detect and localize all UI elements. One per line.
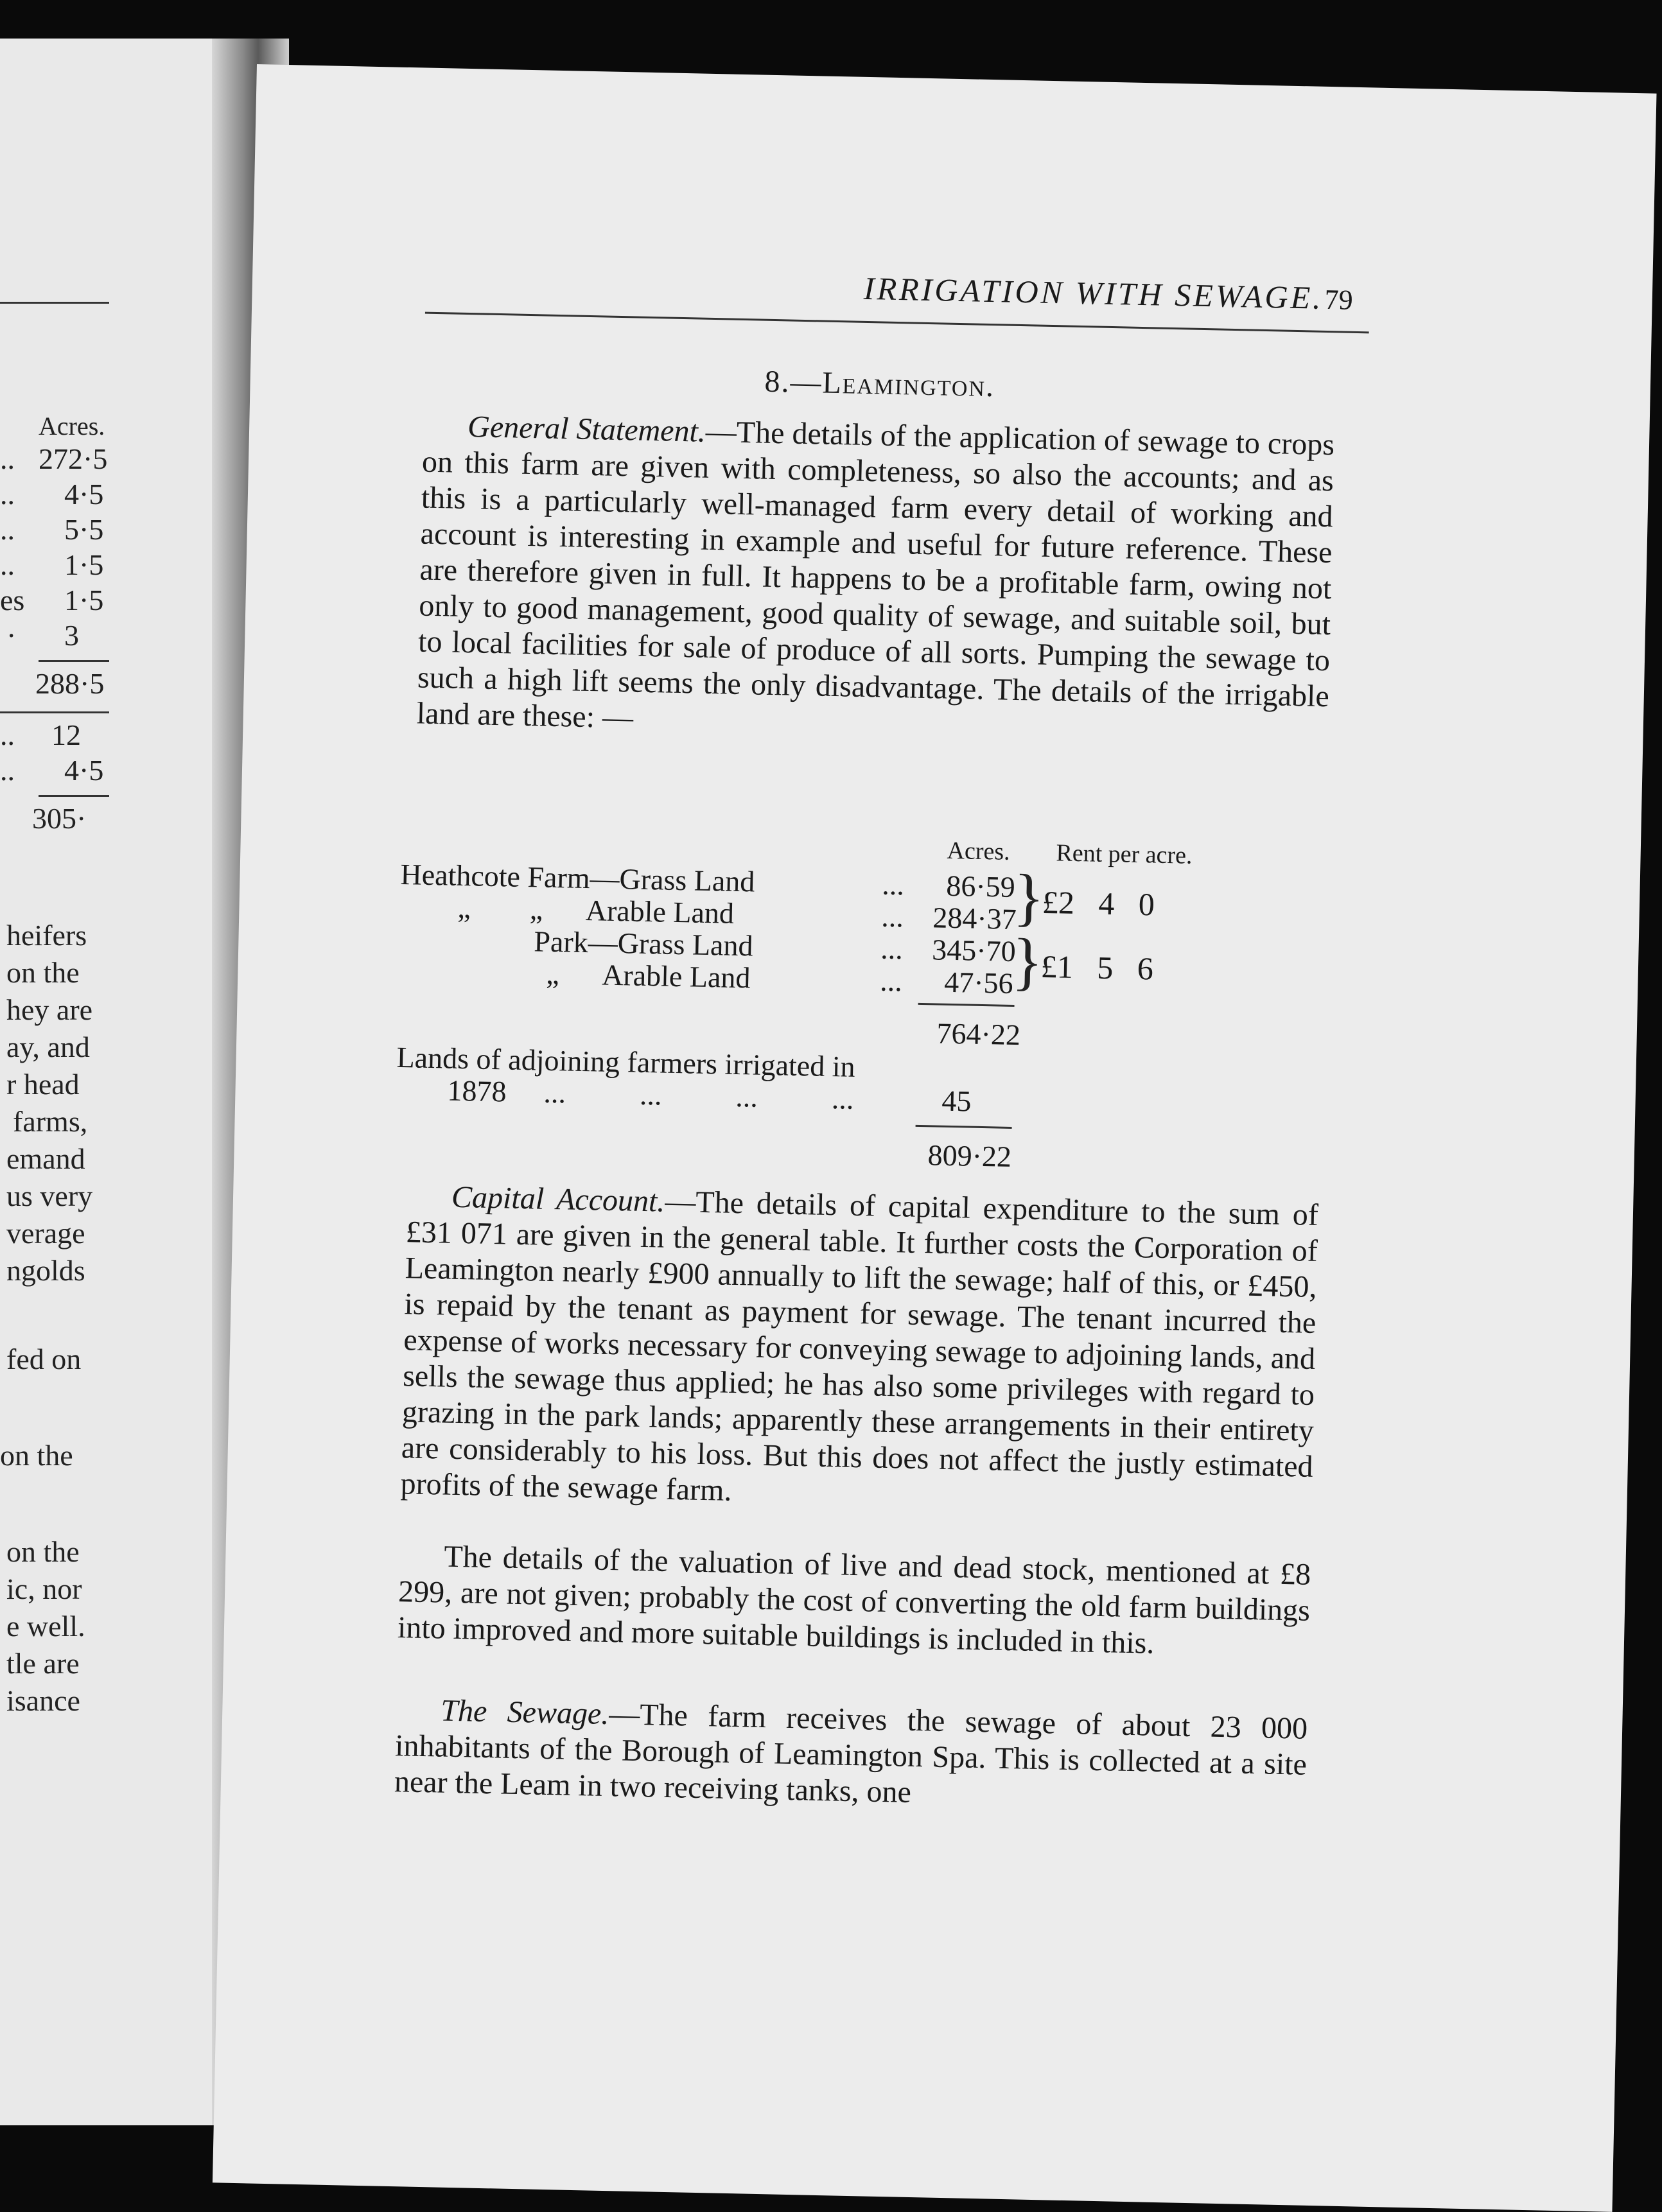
- left-text-line: heifers: [6, 919, 87, 952]
- left-subtotal: 288·5: [35, 667, 105, 700]
- left-text-line: ngolds: [6, 1254, 85, 1287]
- table-row-label: Park—Grass Land: [533, 925, 754, 962]
- left-text-line: hey are: [6, 993, 93, 1026]
- left-row-value: 4·5: [64, 478, 104, 510]
- left-row-prefix: es: [0, 584, 25, 616]
- table-total-rule: [916, 1125, 1012, 1129]
- table-sum-rule: [918, 1003, 1015, 1007]
- table-row-acres: 284·37: [932, 901, 1017, 936]
- left-row-prefix: ..: [0, 548, 15, 581]
- left-row-value: 5·5: [64, 513, 104, 546]
- left-text-line: farms,: [13, 1105, 88, 1138]
- left-row-value: 4·5: [64, 754, 104, 787]
- left-text-line: ay, and: [6, 1031, 90, 1063]
- table-header-rent: Rent per acre.: [1056, 839, 1193, 869]
- left-text-line: fed on: [6, 1343, 82, 1375]
- valuation-paragraph: The details of the valuation of live and dead stock, mentioned at £8 299, are not given; probably the cost of converting the old farm buildings into improved and more suitable buildings is included in this.: [397, 1539, 1311, 1660]
- running-head: IRRIGATION WITH SEWAGE.: [863, 270, 1324, 316]
- left-sum-rule: [39, 660, 109, 662]
- left-text-line: ic, nor: [6, 1572, 82, 1605]
- table-subtotal: 764·22: [936, 1016, 1021, 1052]
- rent-value-1: £2 4 0: [1042, 884, 1155, 923]
- the-sewage-text: —The farm receives the sewage of about 23 000 inhabitants of the Borough of Leamington Spa. This is collected at a site near the Leam in two receiving tanks, one: [394, 1697, 1308, 1809]
- left-row-prefix: ..: [0, 513, 15, 546]
- left-text-line: r head: [6, 1068, 80, 1101]
- table-row-dots: ...: [880, 932, 904, 966]
- adjoining-year: 1878: [447, 1074, 507, 1108]
- left-text-line: on the: [6, 956, 80, 989]
- table-row-acres: 47·56: [943, 965, 1014, 1000]
- brace-1: }: [1012, 860, 1045, 933]
- general-statement-paragraph: [416, 408, 1334, 751]
- left-row-value: 272·5: [39, 442, 108, 475]
- left-row-prefix: ·: [6, 619, 17, 652]
- brace-2: }: [1011, 925, 1044, 997]
- left-row-value: 3: [64, 619, 79, 652]
- left-text-line: verage: [6, 1217, 85, 1250]
- left-text-line: e well.: [6, 1610, 85, 1642]
- adjoining-dots: ... ... ... ...: [543, 1076, 854, 1115]
- header-rule: [425, 312, 1369, 334]
- the-sewage-lead: The Sewage.: [440, 1693, 609, 1732]
- left-text-line: us very: [6, 1180, 93, 1212]
- general-statement-text: —The details of the application of sewage to crops on this farm are given with completeness, so also the accounts; and as this is a particularly well-managed farm every detail of working and account is interesting in example and useful for future reference. These are therefore given in full. It happens to be a profitable farm, owing not only to good management, good quality of sewage, and suitable soil, but to local facilities for sale of produce of all sorts. Pumping the sewage to such a high lift seems the only disadvantage. The details of the irrigable land are these: —: [416, 414, 1335, 735]
- left-text-line: on the: [6, 1535, 80, 1568]
- table-header-acres: Acres.: [947, 837, 1011, 866]
- left-text-line: isance: [6, 1684, 80, 1717]
- adjoining-label: Lands of adjoining farmers irrigated in: [396, 1040, 856, 1083]
- left-sum-rule: [39, 795, 109, 797]
- page-number: 79: [1324, 283, 1354, 316]
- the-sewage-paragraph: [394, 1692, 1308, 1819]
- rent-value-2: £1 5 6: [1040, 948, 1154, 987]
- capital-account-lead: Capital Account.: [451, 1180, 665, 1219]
- table-row-acres: 86·59: [945, 869, 1016, 904]
- table-total: 809·22: [927, 1138, 1012, 1173]
- table-row-label: „ Arable Land: [545, 957, 751, 995]
- left-row-value: 1·5: [64, 548, 104, 581]
- table-row-acres: 345·70: [931, 933, 1017, 968]
- right-page: [213, 64, 1657, 2212]
- left-acres-header: Acres.: [39, 412, 105, 440]
- table-row-dots: ...: [881, 867, 905, 901]
- table-row-label: Heathcote Farm—Grass Land: [400, 857, 755, 898]
- left-sum-rule: [0, 711, 109, 713]
- left-row-value: 1·5: [64, 584, 104, 616]
- table-row-dots: ...: [880, 900, 904, 934]
- capital-account-paragraph: [400, 1178, 1318, 1521]
- left-text-line: tle are: [6, 1647, 80, 1680]
- capital-account-text: —The details of capital expenditure to the sum of £31 071 are given in the general table. It further costs the Corporation of Leamington nearly £900 annually to lift the sewage; half of this, or £450, is repaid by the tenant as payment for sewage. The tenant incurred the expense of works necessary for conveying sewage to adjoining lands, and sells the sewage thus applied; he has also some privileges with regard to grazing in the park lands; apparently these arrangements in their entirety are considerably to his loss. But this does not affect the justly estimated profits of the sewage farm.: [400, 1184, 1319, 1508]
- left-row-prefix: ..: [0, 478, 15, 510]
- table-row-dots: ...: [879, 964, 903, 998]
- section-title: 8.—Leamington.: [764, 364, 995, 404]
- left-row-value: 12: [51, 718, 81, 751]
- adjoining-acres: 45: [941, 1084, 972, 1118]
- left-row-prefix: ..: [0, 718, 15, 751]
- left-header-rule: [0, 302, 109, 304]
- table-row-label: „ „ Arable Land: [457, 891, 735, 930]
- left-row-prefix: ..: [0, 442, 15, 475]
- general-statement-lead: General Statement.: [467, 410, 706, 449]
- left-text-line: on the: [0, 1439, 73, 1472]
- left-row-prefix: ..: [0, 754, 15, 787]
- left-text-line: emand: [6, 1142, 85, 1175]
- left-total: 305·: [32, 802, 87, 835]
